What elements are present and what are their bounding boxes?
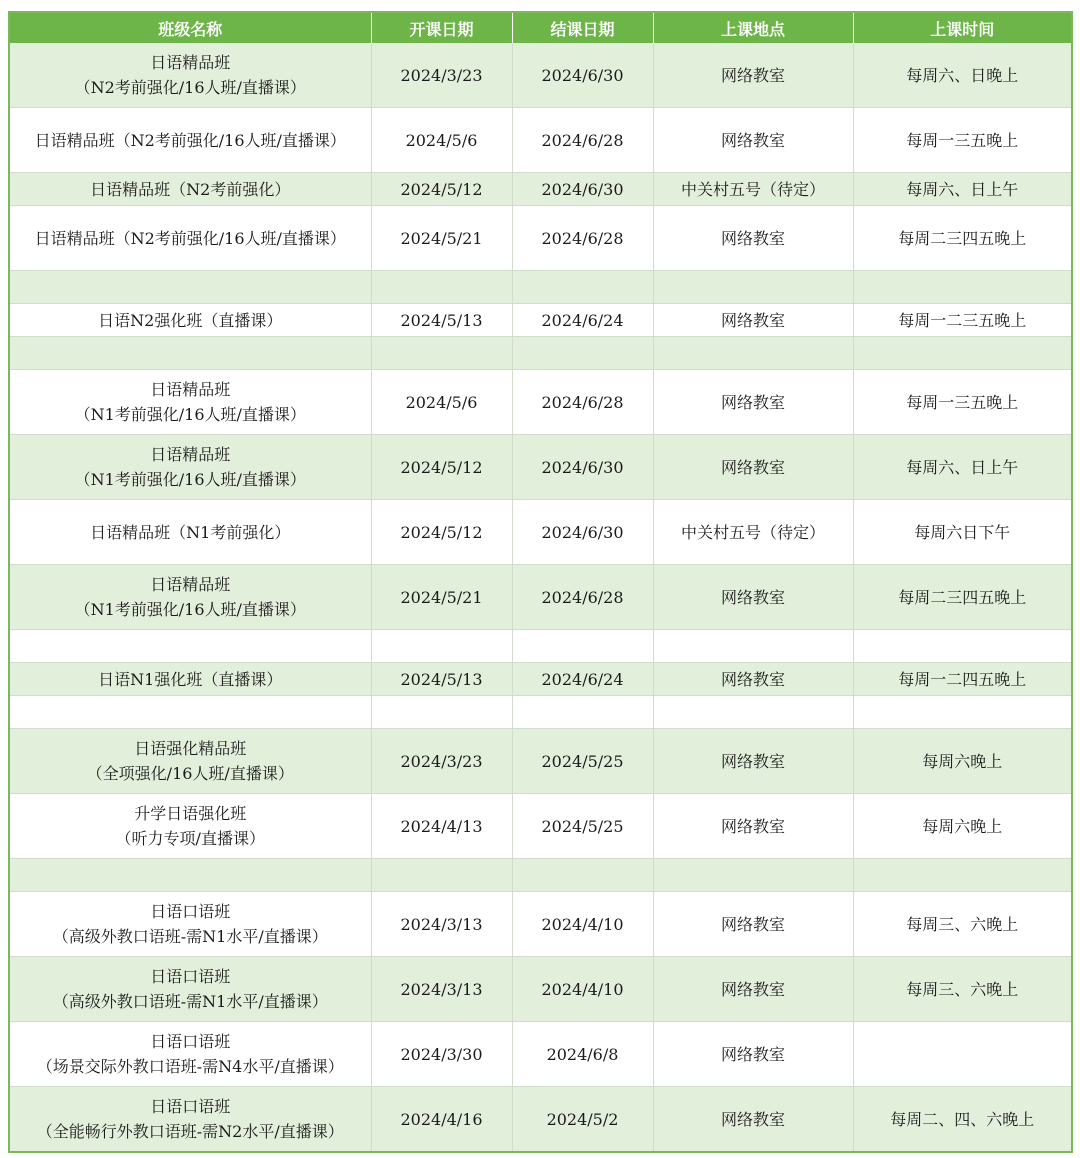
end-date-cell: 2024/5/2 — [512, 1087, 653, 1153]
table-row — [9, 173, 1072, 206]
table-row-empty — [9, 271, 1072, 304]
location-cell: 网络教室 — [653, 370, 853, 435]
class-name-cell — [9, 565, 371, 630]
end-date-cell — [512, 271, 653, 304]
class-name: 日语N2强化班（直播课） — [98, 310, 283, 330]
start-date-cell: 2024/3/23 — [371, 43, 512, 108]
table-row — [9, 206, 1072, 271]
table-row — [9, 43, 1072, 108]
location-cell — [653, 271, 853, 304]
class-time-cell: 每周一三五晚上 — [853, 108, 1072, 173]
class-name-cell — [9, 173, 371, 206]
end-date-cell — [512, 696, 653, 729]
start-date-cell: 2024/5/21 — [371, 206, 512, 271]
class-name-cell — [9, 957, 371, 1022]
class-time-cell: 每周六、日晚上 — [853, 43, 1072, 108]
table-row — [9, 663, 1072, 696]
table-row — [9, 1022, 1072, 1087]
class-time-cell — [853, 1022, 1072, 1087]
location-cell: 网络教室 — [653, 1087, 853, 1153]
table-row — [9, 794, 1072, 859]
table-row-empty — [9, 337, 1072, 370]
table-row — [9, 565, 1072, 630]
class-name: 日语口语班 — [150, 1097, 231, 1116]
table-row-empty — [9, 696, 1072, 729]
class-name-detail: （场景交际外教口语班-需N4水平/直播课） — [36, 1057, 344, 1076]
location-cell: 网络教室 — [653, 304, 853, 337]
class-name: 日语强化精品班 — [134, 739, 247, 758]
location-cell: 网络教室 — [653, 565, 853, 630]
class-name-detail: （高级外教口语班-需N1水平/直播课） — [52, 992, 328, 1011]
location-cell — [653, 630, 853, 663]
class-schedule-table — [8, 11, 1073, 1153]
start-date-cell: 2024/5/21 — [371, 565, 512, 630]
end-date-cell: 2024/6/28 — [512, 370, 653, 435]
class-name-detail: （N1考前强化/16人班/直播课） — [74, 405, 306, 424]
class-name: 日语精品班（N2考前强化/16人班/直播课） — [34, 130, 346, 150]
start-date-cell: 2024/3/13 — [371, 957, 512, 1022]
start-date-cell: 2024/5/6 — [371, 108, 512, 173]
end-date-cell — [512, 859, 653, 892]
class-time-cell: 每周六晚上 — [853, 794, 1072, 859]
class-name-detail: （N1考前强化/16人班/直播课） — [74, 470, 306, 489]
class-time-cell: 每周六日下午 — [853, 500, 1072, 565]
table-row-empty — [9, 859, 1072, 892]
end-date-cell: 2024/6/30 — [512, 173, 653, 206]
end-date-cell: 2024/6/30 — [512, 43, 653, 108]
header-start-date: 开课日期 — [371, 12, 512, 43]
end-date-cell: 2024/6/28 — [512, 206, 653, 271]
location-cell — [653, 859, 853, 892]
class-name: 日语口语班 — [150, 902, 231, 921]
end-date-cell: 2024/6/8 — [512, 1022, 653, 1087]
header-end-date: 结课日期 — [512, 12, 653, 43]
class-name: 日语精品班（N2考前强化/16人班/直播课） — [34, 228, 346, 248]
class-name-detail: （全项强化/16人班/直播课） — [86, 764, 294, 783]
start-date-cell — [371, 337, 512, 370]
class-name-cell — [9, 1087, 371, 1153]
end-date-cell: 2024/6/28 — [512, 108, 653, 173]
start-date-cell: 2024/5/12 — [371, 435, 512, 500]
class-name: 日语精品班 — [150, 445, 231, 464]
class-time-cell: 每周二、四、六晚上 — [853, 1087, 1072, 1153]
class-time-cell: 每周六晚上 — [853, 729, 1072, 794]
class-name-cell — [9, 43, 371, 108]
class-time-cell: 每周一二三五晚上 — [853, 304, 1072, 337]
location-cell: 网络教室 — [653, 108, 853, 173]
location-cell: 网络教室 — [653, 794, 853, 859]
class-name-detail: （N1考前强化/16人班/直播课） — [74, 600, 306, 619]
class-time-cell: 每周六、日上午 — [853, 173, 1072, 206]
start-date-cell: 2024/3/23 — [371, 729, 512, 794]
table-row — [9, 1087, 1072, 1153]
table-row — [9, 957, 1072, 1022]
location-cell — [653, 337, 853, 370]
class-name: 日语精品班 — [150, 53, 231, 72]
end-date-cell: 2024/6/30 — [512, 500, 653, 565]
end-date-cell — [512, 337, 653, 370]
class-name: 日语精品班 — [150, 380, 231, 399]
location-cell: 中关村五号（待定） — [653, 173, 853, 206]
table-row — [9, 729, 1072, 794]
class-time-cell: 每周三、六晚上 — [853, 957, 1072, 1022]
header-class-name: 班级名称 — [9, 12, 371, 43]
class-name: 升学日语强化班 — [134, 804, 247, 823]
end-date-cell: 2024/4/10 — [512, 892, 653, 957]
start-date-cell — [371, 630, 512, 663]
class-time-cell — [853, 696, 1072, 729]
class-name-cell — [9, 696, 371, 729]
class-name-cell — [9, 1022, 371, 1087]
table-row — [9, 892, 1072, 957]
table-row — [9, 370, 1072, 435]
start-date-cell: 2024/3/13 — [371, 892, 512, 957]
class-name-cell — [9, 304, 371, 337]
start-date-cell: 2024/4/16 — [371, 1087, 512, 1153]
location-cell: 网络教室 — [653, 43, 853, 108]
table-row — [9, 108, 1072, 173]
class-name-cell — [9, 859, 371, 892]
class-name-cell — [9, 337, 371, 370]
class-name-cell — [9, 729, 371, 794]
class-name: 日语口语班 — [150, 967, 231, 986]
class-time-cell — [853, 859, 1072, 892]
start-date-cell — [371, 696, 512, 729]
end-date-cell: 2024/5/25 — [512, 794, 653, 859]
location-cell: 网络教室 — [653, 663, 853, 696]
class-time-cell — [853, 630, 1072, 663]
start-date-cell: 2024/5/13 — [371, 304, 512, 337]
class-name-cell — [9, 630, 371, 663]
class-time-cell: 每周二三四五晚上 — [853, 565, 1072, 630]
class-time-cell: 每周一三五晚上 — [853, 370, 1072, 435]
class-name-detail: （高级外教口语班-需N1水平/直播课） — [52, 927, 328, 946]
class-name: 日语精品班 — [150, 575, 231, 594]
class-time-cell: 每周三、六晚上 — [853, 892, 1072, 957]
class-name-cell — [9, 794, 371, 859]
class-name-cell — [9, 663, 371, 696]
class-name: 日语精品班（N1考前强化） — [90, 522, 291, 542]
table-row — [9, 500, 1072, 565]
class-name: 日语精品班（N2考前强化） — [90, 179, 291, 199]
class-name-cell — [9, 206, 371, 271]
location-cell: 网络教室 — [653, 729, 853, 794]
start-date-cell: 2024/5/12 — [371, 500, 512, 565]
table-row — [9, 435, 1072, 500]
start-date-cell: 2024/4/13 — [371, 794, 512, 859]
location-cell: 网络教室 — [653, 435, 853, 500]
class-name-cell — [9, 108, 371, 173]
table-header — [9, 12, 1072, 43]
location-cell: 网络教室 — [653, 892, 853, 957]
class-name: 日语口语班 — [150, 1032, 231, 1051]
class-time-cell — [853, 337, 1072, 370]
location-cell — [653, 696, 853, 729]
class-name-detail: （全能畅行外教口语班-需N2水平/直播课） — [36, 1122, 344, 1141]
class-time-cell: 每周一二四五晚上 — [853, 663, 1072, 696]
end-date-cell: 2024/4/10 — [512, 957, 653, 1022]
end-date-cell: 2024/6/24 — [512, 304, 653, 337]
table-row — [9, 304, 1072, 337]
location-cell: 网络教室 — [653, 1022, 853, 1087]
end-date-cell: 2024/6/24 — [512, 663, 653, 696]
location-cell: 中关村五号（待定） — [653, 500, 853, 565]
class-time-cell: 每周六、日上午 — [853, 435, 1072, 500]
end-date-cell: 2024/6/30 — [512, 435, 653, 500]
start-date-cell — [371, 859, 512, 892]
class-name-detail: （听力专项/直播课） — [115, 829, 265, 848]
class-name: 日语N1强化班（直播课） — [98, 669, 283, 689]
class-name-cell — [9, 370, 371, 435]
class-name-detail: （N2考前强化/16人班/直播课） — [74, 78, 306, 97]
start-date-cell: 2024/5/6 — [371, 370, 512, 435]
header-class-time: 上课时间 — [853, 12, 1072, 43]
class-name-cell — [9, 435, 371, 500]
end-date-cell — [512, 630, 653, 663]
location-cell: 网络教室 — [653, 206, 853, 271]
class-name-cell — [9, 892, 371, 957]
start-date-cell: 2024/5/13 — [371, 663, 512, 696]
start-date-cell: 2024/3/30 — [371, 1022, 512, 1087]
table-row-empty — [9, 630, 1072, 663]
end-date-cell: 2024/6/28 — [512, 565, 653, 630]
end-date-cell: 2024/5/25 — [512, 729, 653, 794]
class-time-cell: 每周二三四五晚上 — [853, 206, 1072, 271]
start-date-cell: 2024/5/12 — [371, 173, 512, 206]
start-date-cell — [371, 271, 512, 304]
location-cell: 网络教室 — [653, 957, 853, 1022]
header-location: 上课地点 — [653, 12, 853, 43]
class-name-cell — [9, 271, 371, 304]
class-name-cell — [9, 500, 371, 565]
class-time-cell — [853, 271, 1072, 304]
